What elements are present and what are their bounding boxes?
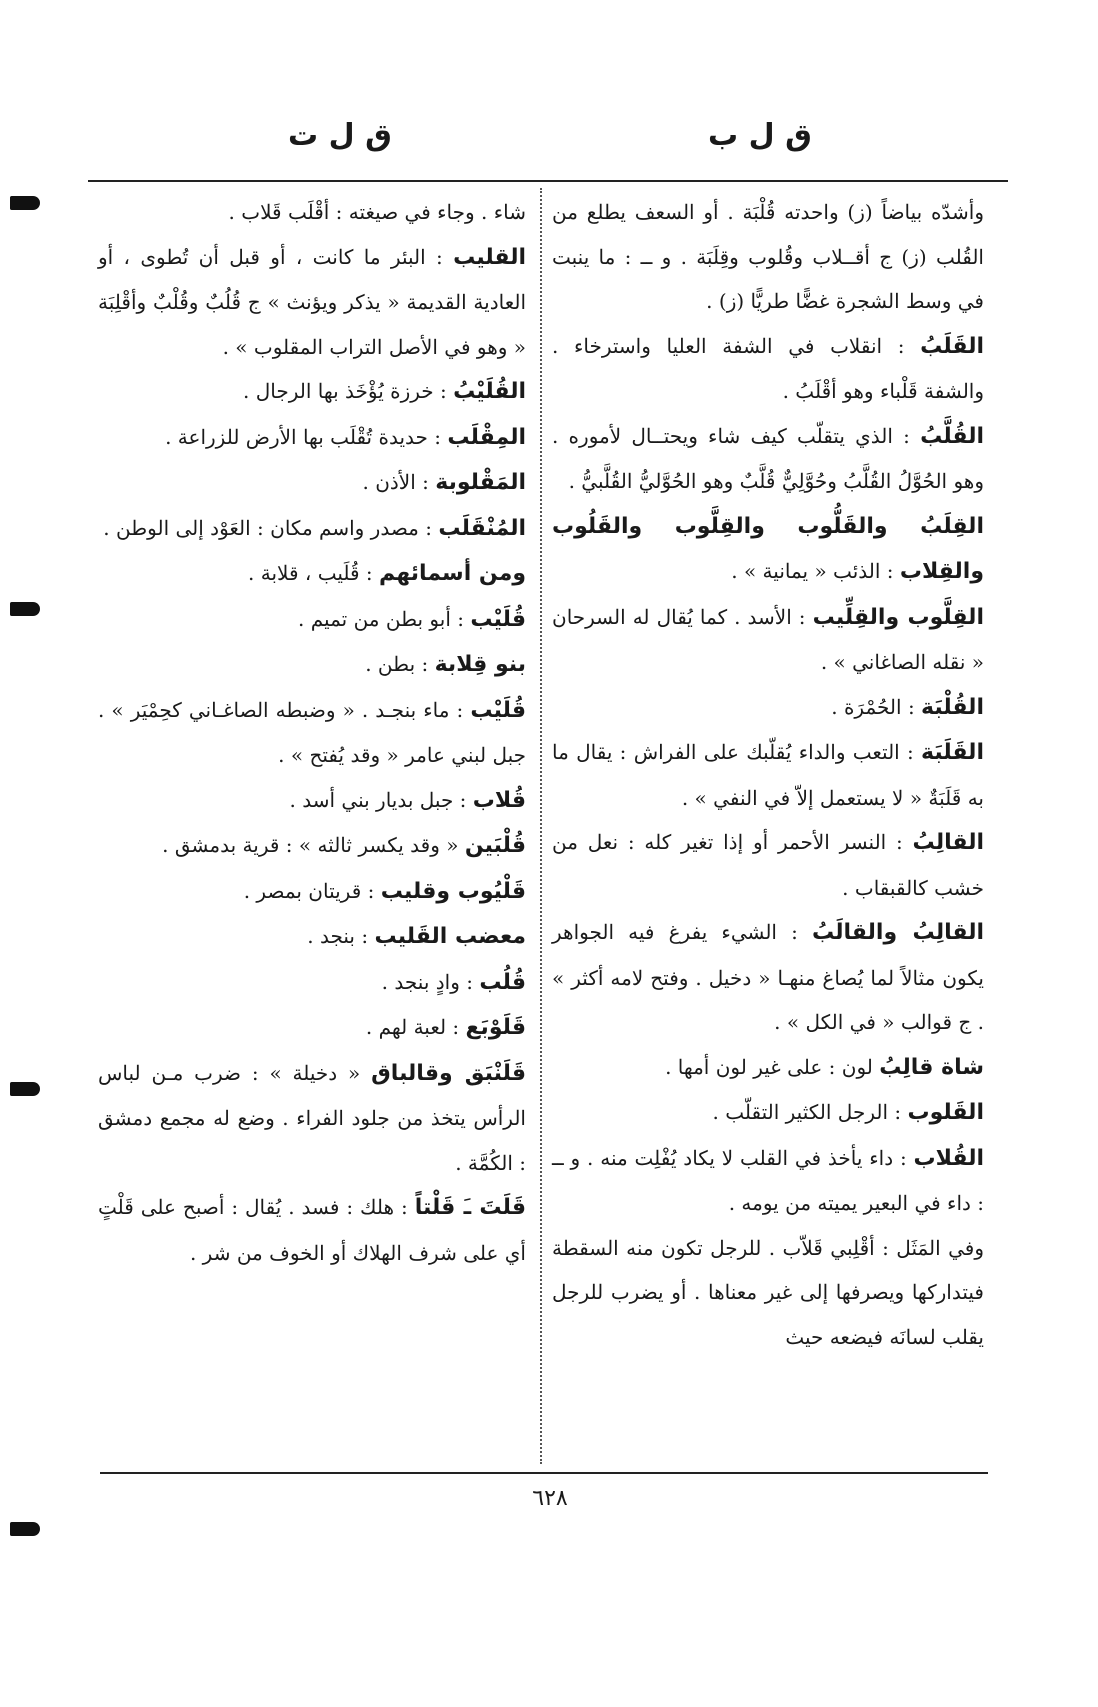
entry-headword: معضب القَليب	[374, 924, 526, 949]
dictionary-entry	[552, 504, 984, 595]
right-column	[552, 190, 984, 1359]
entry-definition: لون : على غير لون أمها .	[665, 1054, 880, 1079]
entry-definition: : الشيء يفرغ فيه الجواهر يكون مثالاً لما يُصاغ منهـا « دخيل . وفتح لامه أكثر » . ج قوالب « في الكل » .	[552, 920, 984, 1034]
entry-headword: المَقْلوبة	[435, 470, 526, 495]
dictionary-entry	[552, 1226, 984, 1360]
dictionary-entry	[552, 324, 984, 414]
entry-headword: القليب	[453, 244, 526, 270]
entry-headword: قُلاب	[472, 787, 526, 813]
entry-definition: : ماء بنجـد . « وضبطه الصاغـاني كحِمْيَر » . جبل لبني عامر « وقد يُفتح » .	[98, 697, 526, 767]
entry-definition: : الأسد . كما يُقال له السرحان « نقله الصاغاني » .	[552, 604, 984, 674]
entry-definition: : أبو بطن من تميم .	[298, 606, 471, 631]
dictionary-entry	[98, 823, 526, 869]
entry-definition: « دخيلة » : ضرب مـن لباس الرأس يتخذ من جلود الفراء . وضع له مجمع دمشق : الكُمَّة .	[98, 1060, 526, 1175]
entry-headword: القُلاب	[913, 1145, 984, 1171]
dictionary-entry	[552, 595, 984, 685]
bottom-rule	[100, 1472, 988, 1474]
dictionary-entry	[98, 869, 526, 915]
entry-headword: القُلَيْبُ	[453, 379, 526, 404]
entry-definition: : البئر ما كانت ، أو قبل أن تُطوى ، أو العادية القديمة « يذكر ويؤنث » ج قُلُبٌ وقُلْبٌ وأقْلِبَة « وهو في الأصل التراب المقلوب » .	[98, 244, 526, 359]
entry-headword: القُلَّبُ	[920, 423, 984, 449]
dictionary-entry	[98, 235, 526, 370]
dictionary-entry	[98, 415, 526, 461]
entry-headword: شاة قالِبُ	[879, 1054, 984, 1080]
entry-headword: قُلَيْب	[470, 697, 526, 723]
entry-definition: « وقد يكسر ثالثه » : قرية بدمشق .	[162, 833, 465, 857]
thumb-index-mark	[10, 1082, 40, 1096]
entry-definition: : الذئب « يمانية » .	[731, 559, 900, 583]
entry-definition: : مصدر واسم مكان : العَوْد إلى الوطن .	[103, 515, 439, 540]
entry-definition: : التعب والداء يُقلّبك على الفراش : يقال ما به قَلَبَةٌ « لا يستعمل إلاّ في النفي » .	[552, 740, 984, 810]
entry-headword: القُلْبَة	[921, 694, 984, 720]
entry-definition: : الحُمْرَة .	[831, 694, 922, 719]
entry-headword: القَلَبَة	[921, 740, 984, 765]
entry-definition: : هلك : فسد . يُقال : أصبح على قَلْتٍ أي على شرف الهلاك أو الخوف من شر .	[98, 1195, 526, 1265]
entry-headword: القَلوب	[907, 1100, 984, 1125]
entry-definition: : جبل بديار بني أسد .	[289, 787, 473, 812]
column-divider	[540, 188, 542, 1464]
dictionary-entry	[98, 460, 526, 506]
dictionary-entry	[552, 1090, 984, 1136]
entry-headword: المِقْلَب	[447, 424, 526, 450]
dictionary-entry	[98, 960, 526, 1006]
dictionary-entry	[98, 1051, 526, 1186]
left-column	[98, 190, 526, 1275]
entry-definition: : قريتان بمصر .	[243, 878, 381, 903]
thumb-index-mark	[10, 1522, 40, 1536]
entry-definition: : انقلاب في الشفة العليا واسترخاء . والشفة قَلْباء وهو أقْلَبُ .	[552, 333, 984, 403]
dictionary-entry	[552, 685, 984, 731]
entry-headword: ومن أسمائهم	[379, 561, 526, 586]
entry-definition: : بطن .	[365, 652, 435, 676]
dictionary-entry	[98, 914, 526, 960]
thumb-index-mark	[10, 602, 40, 616]
entry-headword: القالِبُ	[912, 830, 984, 855]
entry-definition: : النسر الأحمر أو إذا تغير كله : نعل من خشب كالقبقاب .	[552, 830, 984, 900]
dictionary-entry	[98, 1005, 526, 1051]
dictionary-entry	[98, 190, 526, 235]
entry-definition: : الذي يتقلّب كيف شاء ويحتــال لأموره . وهو الحُوَّلُ القُلَّبُ وحُوَّلِيٌّ قُلَّبٌ وهو الحُوَّليُّ القُلَّبيُّ .	[552, 423, 984, 493]
entry-definition: : الرجل الكثير التقلّب .	[712, 1100, 908, 1124]
entry-definition: وأشدّه بياضاً (ز) واحدته قُلْبَة . أو السعف يطلع من القُلب (ز) ج أقــلاب وقُلوب وقِلَبَة . و ــ : ما ينبت في وسط الشجرة غضًّا طريًّا (ز) .	[552, 200, 984, 313]
entry-definition: وفي المَثَل : أقْلِبي قَلاّب . للرجل تكون منه السقطة فيتداركها ويصرفها إلى غير معناها . أو يضرب للرجل يقلب لسانَه فيضعه حيث	[552, 1235, 984, 1349]
entry-definition: : الأذن .	[362, 470, 436, 494]
entry-definition: شاء . وجاء في صيغته : أقْلَب قَلاب .	[228, 200, 526, 224]
dictionary-entry	[98, 778, 526, 824]
entry-headword: المُنْقَلَب	[438, 515, 526, 541]
dictionary-entry	[98, 597, 526, 643]
dictionary-entry	[98, 642, 526, 688]
entry-headword: قَلَوْبَع	[465, 1015, 526, 1040]
entry-headword: قُلَيْب	[470, 606, 526, 632]
entry-definition: : وادٍ بنجد .	[381, 969, 480, 994]
entry-definition: : قُلَيب ، قلابة .	[248, 561, 380, 585]
entry-headword: قَلَنْبَق وقالباق	[371, 1060, 526, 1086]
entry-headword: القَلَبُ	[920, 333, 984, 359]
root-header-right: ق ل ب	[708, 118, 812, 153]
entry-headword: قَلَتَ ـَ قَلْتاً	[414, 1195, 526, 1220]
thumb-index-mark	[10, 196, 40, 210]
dictionary-entry	[98, 551, 526, 597]
dictionary-entry	[552, 910, 984, 1045]
dictionary-entry	[98, 506, 526, 552]
root-header-left: ق ل ت	[288, 118, 392, 153]
dictionary-entry	[552, 1045, 984, 1091]
entry-headword: القِلَّوب والقِلِّيب	[812, 604, 984, 630]
entry-definition: : داء يأخذ في القلب لا يكاد يُفْلِت منه . و ــ : داء في البعير يميته من يومه .	[552, 1145, 984, 1215]
page-number: ٦٢٨	[532, 1486, 568, 1511]
entry-definition: : خرزة يُؤْخَذ بها الرجال .	[243, 379, 454, 403]
dictionary-entry	[552, 820, 984, 910]
dictionary-entry	[98, 688, 526, 778]
dictionary-entry	[98, 369, 526, 415]
entry-headword: قَلْيُوب وقليب	[380, 878, 526, 904]
entry-headword: القالِبُ والقالَبُ	[812, 920, 985, 945]
dictionary-entry	[552, 190, 984, 324]
entry-headword: القِلَبُ والقَلُّوب والقِلَّوب والقَلُوب والقِلاب	[552, 513, 984, 584]
entry-definition: : حديدة تُقْلَب بها الأرض للزراعة .	[165, 424, 448, 449]
dictionary-entry	[552, 414, 984, 504]
dictionary-entry	[552, 730, 984, 820]
dictionary-entry	[98, 1185, 526, 1275]
entry-definition: : لعبة لهم .	[365, 1015, 466, 1039]
top-rule	[88, 180, 1008, 182]
entry-headword: قُلْبَين	[464, 833, 526, 858]
entry-definition: : بنجد .	[307, 924, 375, 948]
entry-headword: بنو قِلابة	[434, 652, 526, 677]
dictionary-entry	[552, 1136, 984, 1226]
entry-headword: قُلُب	[479, 969, 526, 995]
